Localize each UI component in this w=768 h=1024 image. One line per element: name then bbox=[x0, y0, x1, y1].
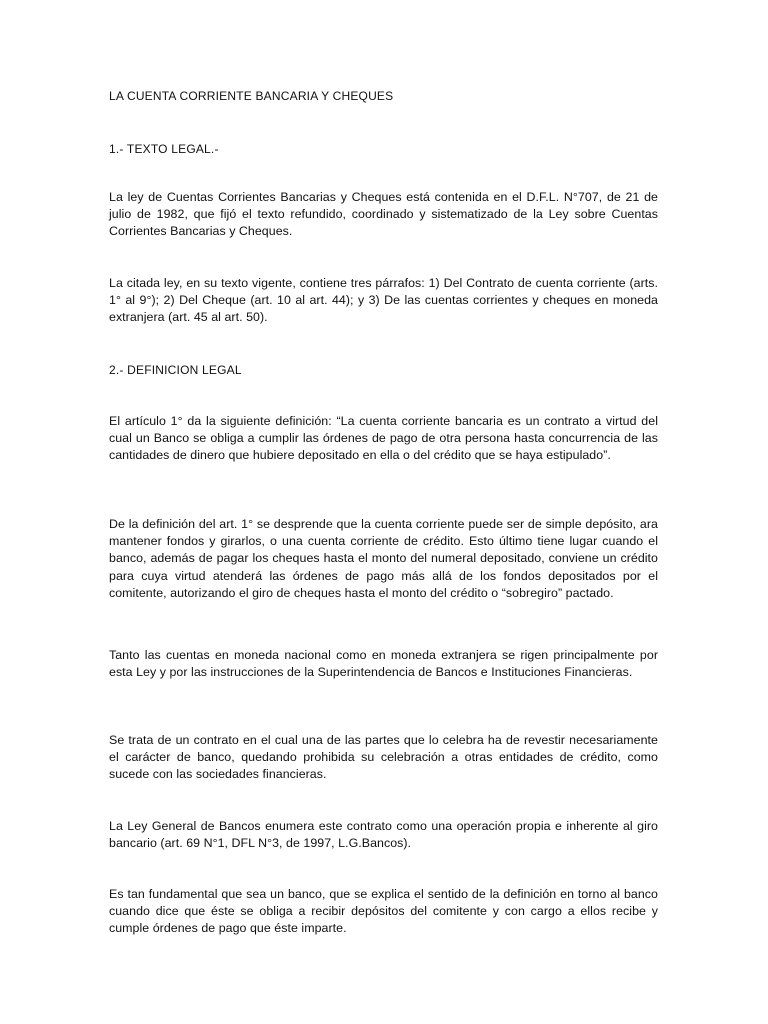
section-heading-definicion-legal: 2.- DEFINICION LEGAL bbox=[109, 363, 242, 377]
paragraph-sentido-definicion: Es tan fundamental que sea un banco, que se explica el sentido de la definición en torno al banco cuando dice que éste se obliga a recibir depósitos del comitente y con cargo a ellos recibe y cumple órdenes de pago que éste imparte. bbox=[109, 887, 658, 936]
paragraph-tipos-cuenta-corriente: De la definición del art. 1° se desprende que la cuenta corriente puede ser de simple depósito, ara mantener fondos y girarlos, o una cuenta corriente de crédito. Esto último tiene lugar cuando el banco, además de pagar los cheques hasta el monto del numeral depositado, conviene un crédito para cuya virtud atenderá las órdenes de pago más allá de los fondos depositados por el comitente, autorizando el giro de cheques hasta el monto del crédito o “sobregiro” pactado. bbox=[109, 517, 658, 600]
document-title: LA CUENTA CORRIENTE BANCARIA Y CHEQUES bbox=[109, 89, 394, 103]
paragraph-moneda-nacional-extranjera: Tanto las cuentas en moneda nacional como en moneda extranjera se rigen principalmente por esta Ley y por las instrucciones de la Superintendencia de Bancos e Instituciones Financieras. bbox=[109, 648, 658, 680]
section-heading-texto-legal: 1.- TEXTO LEGAL.- bbox=[109, 142, 219, 156]
paragraph-ley-general-bancos: La Ley General de Bancos enumera este contrato como una operación propia e inherente al giro bancario (art. 69 N°1, DFL N°3, de 1997, L.G.Bancos). bbox=[109, 819, 658, 851]
paragraph-tres-parrafos: La citada ley, en su texto vigente, contiene tres párrafos: 1) Del Contrato de cuenta corriente (arts. 1° al 9°); 2) Del Cheque (art. 10 al art. 44); y 3) De las cuentas corrientes y cheques en moneda extranjera (art. 45 al art. 50). bbox=[109, 276, 658, 325]
paragraph-ley-dfl-707: La ley de Cuentas Corrientes Bancarias y Cheques está contenida en el D.F.L. N°707, de 21 de julio de 1982, que fijó el texto refundido, coordinado y sistematizado de la Ley sobre Cuentas Corrientes Bancarias y Cheques. bbox=[109, 190, 658, 239]
paragraph-contrato-banco: Se trata de un contrato en el cual una de las partes que lo celebra ha de revestir necesariamente el carácter de banco, quedando prohibida su celebración a otras entidades de crédito, como sucede con las sociedades financieras. bbox=[109, 733, 658, 782]
paragraph-articulo-1-definicion: El artículo 1° da la siguiente definición: “La cuenta corriente bancaria es un contrato a virtud del cual un Banco se obliga a cumplir las órdenes de pago de otra persona hasta concurrencia de las cantidades de dinero que hubiere depositado en ella o del crédito que se haya estipulado”. bbox=[109, 414, 658, 463]
